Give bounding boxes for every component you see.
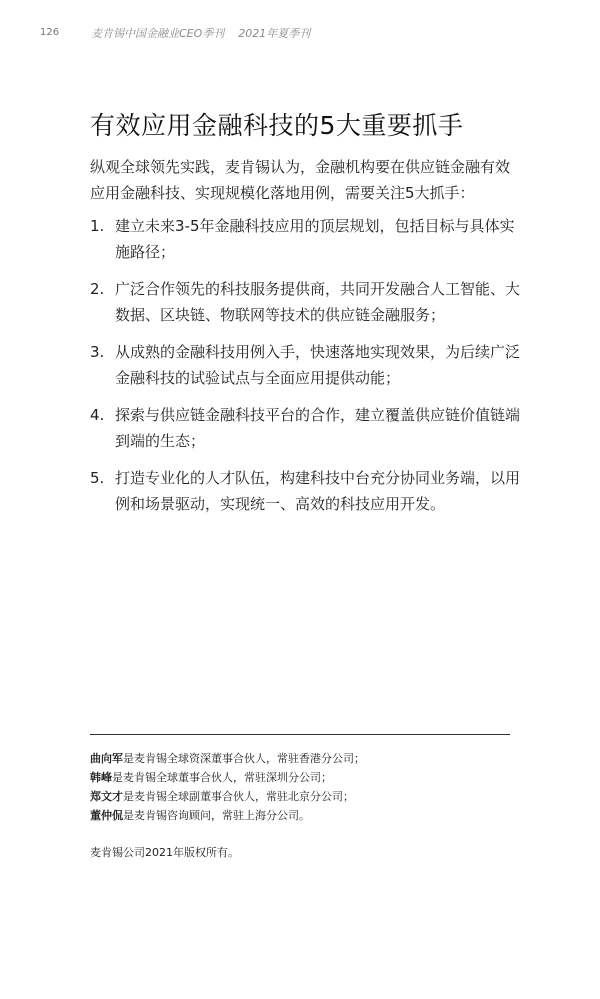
- list-item-number: 5.: [90, 469, 105, 487]
- levers-list: [90, 213, 520, 528]
- author-note: [90, 749, 520, 768]
- list-item: [90, 465, 520, 517]
- author-note: [90, 787, 520, 806]
- list-item-text: 探索与供应链金融科技平台的合作，建立覆盖供应链价值链端到端的生态；: [115, 406, 521, 450]
- list-item-number: 4.: [90, 406, 105, 424]
- author-description: 是麦肯锡全球资深董事合伙人，常驻香港分公司；: [123, 752, 365, 765]
- author-name: 郑文才: [90, 790, 123, 803]
- author-note: [90, 806, 520, 825]
- author-description: 是麦肯锡全球董事合伙人，常驻深圳分公司；: [112, 771, 332, 784]
- author-description: 是麦肯锡全球副董事合伙人，常驻北京分公司；: [123, 790, 354, 803]
- issue-label: 2021年夏季刊: [238, 27, 311, 40]
- page-number: 126: [40, 27, 60, 38]
- author-name: 董仲侃: [90, 809, 123, 822]
- author-name: 曲向军: [90, 752, 123, 765]
- running-header: [91, 25, 310, 41]
- author-name: 韩峰: [90, 771, 112, 784]
- list-item-number: 2.: [90, 280, 105, 298]
- list-item-text: 打造专业化的人才队伍，构建科技中台充分协同业务端，以用例和场景驱动，实现统一、高效的科技应用开发。: [115, 469, 521, 513]
- list-item: [90, 339, 520, 391]
- author-note: [90, 768, 520, 787]
- list-item: [90, 402, 520, 454]
- author-description: 是麦肯锡咨询顾问，常驻上海分公司。: [123, 809, 310, 822]
- author-notes: [90, 749, 520, 825]
- intro-paragraph: 纵观全球领先实践，麦肯锡认为，金融机构要在供应链金融有效应用金融科技、实现规模化落地用例，需要关注5大抓手：: [90, 158, 511, 202]
- list-item-text: 建立未来3-5年金融科技应用的顶层规划，包括目标与具体实施路径；: [115, 217, 515, 261]
- list-item-number: 1.: [90, 217, 105, 235]
- list-item-text: 广泛合作领先的科技服务提供商，共同开发融合人工智能、大数据、区块链、物联网等技术的供应链金融服务；: [115, 280, 521, 324]
- copyright-notice: 麦肯锡公司2021年版权所有。: [90, 846, 239, 859]
- publication-name: 麦肯锡中国金融业CEO季刊: [91, 27, 225, 40]
- list-item-number: 3.: [90, 343, 105, 361]
- list-item: [90, 213, 520, 265]
- list-item-text: 从成熟的金融科技用例入手，快速落地实现效果，为后续广泛金融科技的试验试点与全面应用提供动能；: [115, 343, 521, 387]
- footnote-divider: [90, 734, 510, 735]
- list-item: [90, 276, 520, 328]
- article-title: 有效应用金融科技的5大重要抓手: [90, 111, 464, 140]
